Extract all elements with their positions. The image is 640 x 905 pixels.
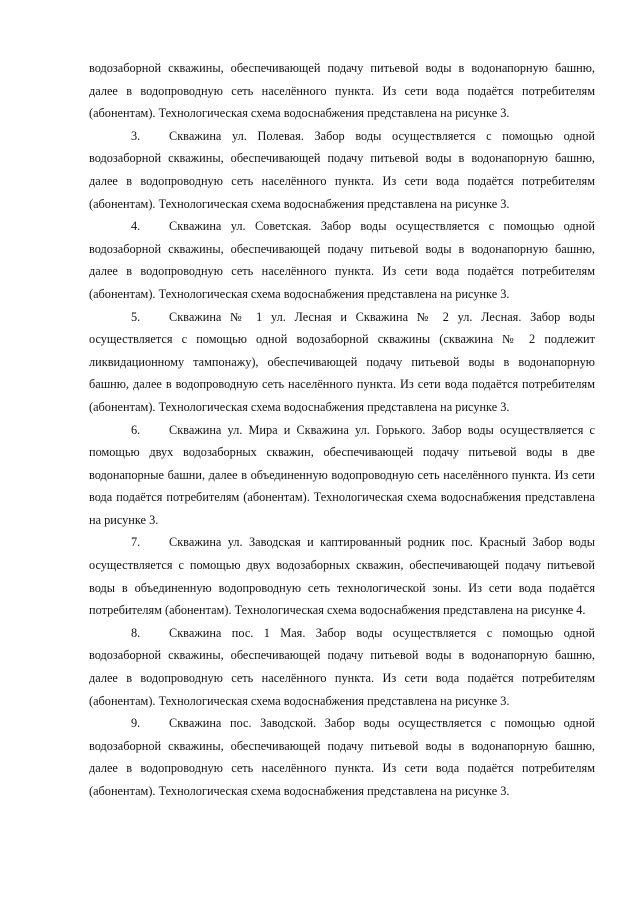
item-number: 8. [131, 625, 141, 640]
item-number: 5. [131, 309, 141, 324]
item-text: Скважина ул. Заводская и каптированный родник пос. Красный Забор воды осуществляется с помощью двух водозаборных скважин, обеспечивающей подачу питьевой воды в объединенную водопроводную сеть технологической зоны. Из сети вода подаётся потребителям (абонентам). Технологическая схема водоснабжения представлена на рисунке 4. [89, 535, 595, 618]
item-number: 3. [131, 128, 141, 143]
item-number: 7. [131, 535, 141, 550]
list-item [89, 125, 595, 215]
item-number: 9. [131, 716, 141, 731]
item-text: Скважина пос. 1 Мая. Забор воды осуществляется с помощью одной водозаборной скважины, обеспечивающей подачу питьевой воды в водонапорную башню, далее в водопроводную сеть населённого пункта. Из сети вода подаётся потребителям (абонентам). Технологическая схема водоснабжения представлена на рисунке 3. [89, 625, 595, 708]
list-item [89, 419, 595, 532]
list-item [89, 531, 595, 621]
item-text: Скважина пос. Заводской. Забор воды осуществляется с помощью одной водозаборной скважины, обеспечивающей подачу питьевой воды в водонапорную башню, далее в водопроводную сеть населённого пункта. Из сети вода подаётся потребителям (абонентам). Технологическая схема водоснабжения представлена на рисунке 3. [89, 716, 595, 798]
item-text: Скважина ул. Советская. Забор воды осуществляется с помощью одной водозаборной скважины, обеспечивающей подачу питьевой воды в водонапорную башню, далее в водопроводную сеть населённого пункта. Из сети вода подаётся потребителям (абонентам). Технологическая схема водоснабжения представлена на рисунке 3. [89, 219, 595, 301]
item-text: Скважина ул. Мира и Скважина ул. Горького. Забор воды осуществляется с помощью двух водозаборных скважин, обеспечивающей подачу питьевой воды в две водонапорные башни, далее в объединенную водопроводную сеть населённого пункта. Из сети вода подаётся потребителям (абонентам). Технологическая схема водоснабжения представлена на рисунке 3. [89, 422, 595, 527]
list-item [89, 306, 595, 419]
item-number: 6. [131, 422, 141, 437]
list-item [89, 215, 595, 305]
item-number: 4. [131, 219, 141, 234]
list-item [89, 712, 595, 802]
item-text: Скважина № 1 ул. Лесная и Скважина № 2 ул. Лесная. Забор воды осуществляется с помощью одной водозаборной скважины (скважина № 2 подлежит ликвидационному тампонажу), обеспечивающей подачу питьевой воды в водонапорную башню, далее в водопроводную сеть населённого пункта. Из сети вода подаётся потребителям (абонентам). Технологическая схема водоснабжения представлена на рисунке 3. [89, 309, 595, 414]
document-page [89, 57, 595, 803]
list-item [89, 622, 595, 712]
intro-paragraph: водозаборной скважины, обеспечивающей подачу питьевой воды в водонапорную башню, далее в водопроводную сеть населённого пункта. Из сети вода подаётся потребителям (абонентам). Технологическая схема водоснабжения представлена на рисунке 3. [89, 61, 595, 121]
item-text: Скважина ул. Полевая. Забор воды осуществляется с помощью одной водозаборной скважины, обеспечивающей подачу питьевой воды в водонапорную башню, далее в водопроводную сеть населённого пункта. Из сети вода подаётся потребителям (абонентам). Технологическая схема водоснабжения представлена на рисунке 3. [89, 128, 595, 211]
